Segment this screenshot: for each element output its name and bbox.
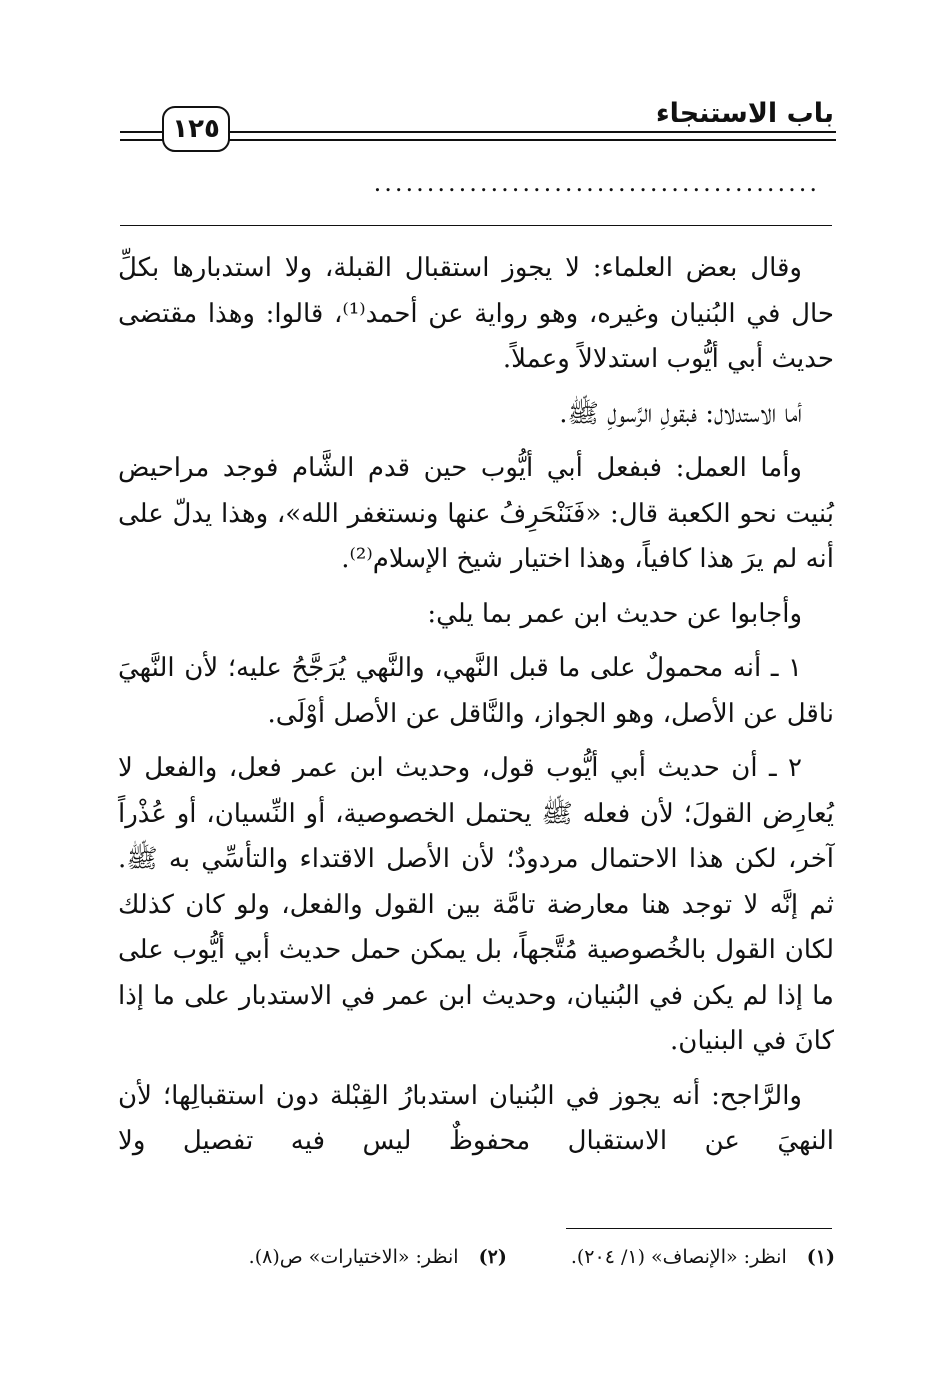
separator-dots: .......................................... <box>373 169 820 197</box>
paragraph-1: وقال بعض العلماء: لا يجوز استقبال القبلة، ولا استدبارها بكلِّ حال في البُنيان وغيره، وهو رواية عن أحمد⁽¹⁾، قالوا: وهذا مقتضى حديث أبي أيُّوب استدلالاً وعملاً. <box>118 253 834 374</box>
paragraph-2: أما الاستدلال: فبقولِ الرَّسولِ ﷺ. <box>559 398 802 429</box>
paragraph-4: وأجابوا عن حديث ابن عمر بما يلي: <box>427 598 802 629</box>
paragraph-5: ١ ـ أنه محمولٌ على ما قبل النَّهي، والنَّهي يُرَجَّحُ عليه؛ لأن النَّهيَ ناقل عن الأصل، وهو الجواز، والنَّاقل عن الأصل أوْلَى. <box>118 653 834 729</box>
page-number: ١٢٥ <box>162 106 230 152</box>
paragraph-7: والرَّاجح: أنه يجوز في البُنيان استدبارُ القِبْلة دون استقبالِها؛ لأن النهيَ عن الاستقبال محفوظٌ ليس فيه تفصيل ولا <box>118 1080 834 1156</box>
footnote-rule <box>566 1228 832 1229</box>
footnote-text: انظر: «الإنصاف» (١/ ٢٠٤). <box>570 1246 787 1268</box>
footnote-number: (٢) <box>478 1246 507 1268</box>
footnotes <box>150 1240 835 1274</box>
paragraph-3: وأما العمل: فبفعل أبي أيُّوب حين قدم الشَّام فوجد مراحيض بُنيت نحو الكعبة قال: «فَنَنْحَرِفُ عنها ونستغفر الله»، وهذا يدلّ على أنه لم يرَ هذا كافياً، وهذا اختيار شيخ الإسلام⁽²⁾. <box>118 453 834 574</box>
chapter-title: باب الاستنجاء <box>655 98 834 129</box>
footnote-text: انظر: «الاختيارات» ص(٨). <box>248 1246 459 1268</box>
paragraph-6: ٢ ـ أن حديث أبي أيُّوب قول، وحديث ابن عمر فعل، والفعل لا يُعارِض القولَ؛ لأن فعله ﷺ يحتمل الخصوصية، أو النِّسيان، أو عُذْراً آخر، لكن هذا الاحتمال مردودٌ؛ لأن الأصل الاقتداء والتأسِّي به ﷺ. ثم إنَّه لا توجد هنا معارضة تامَّة بين القول والفعل، ولو كان كذلك لكان القول بالخُصوصية مُتَّجهاً، بل يمكن حمل حديث أبي أيُّوب على ما إذا لم يكن في البُنيان، وحديث ابن عمر في الاستدبار على ما إذا كانَ في البنيان. <box>118 753 834 1056</box>
footnote-number: (١) <box>806 1246 835 1268</box>
footnote-2 <box>249 1240 507 1274</box>
body-text <box>118 246 834 1174</box>
footnote-1 <box>571 1240 835 1274</box>
separator-rule <box>120 225 832 226</box>
